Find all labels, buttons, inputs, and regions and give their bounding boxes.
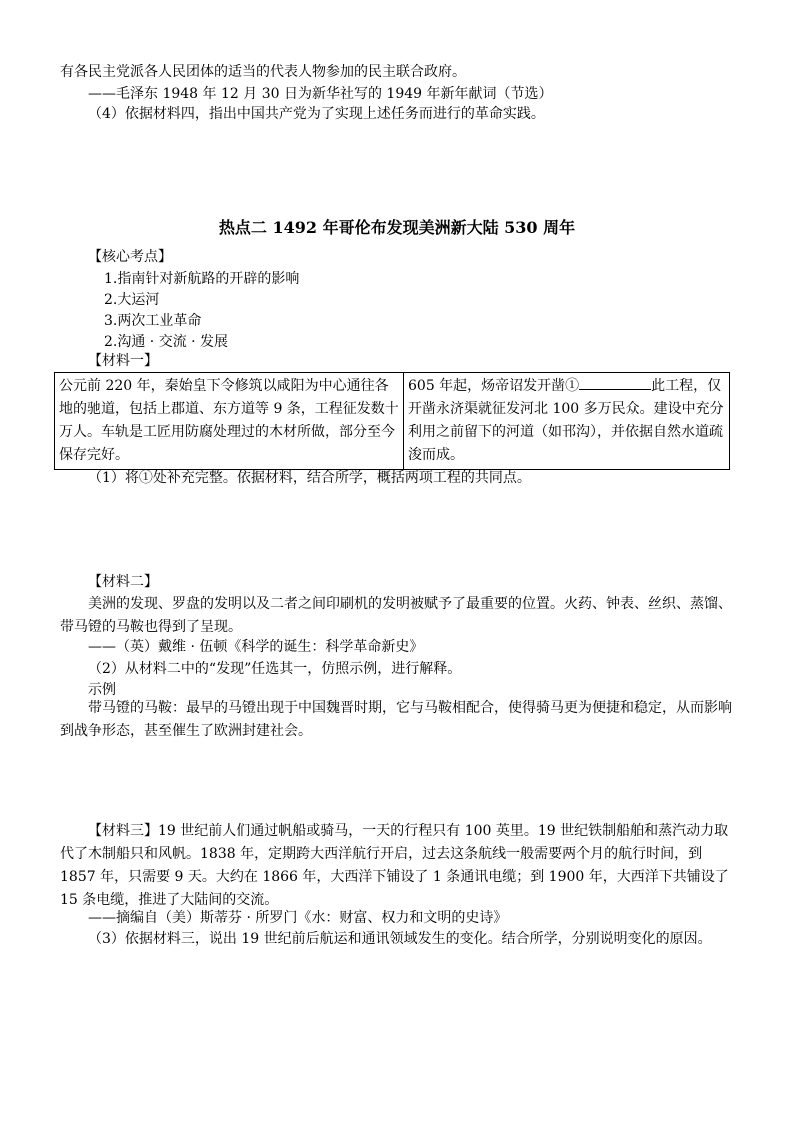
- material-1-heading: 【材料一】: [88, 353, 158, 369]
- core-item: 2.沟通 · 交流 · 发展: [104, 334, 229, 350]
- core-item: 1.指南针对新航路的开辟的影响: [104, 271, 300, 287]
- material-1-left-cell: 公元前 220 年，秦始皇下令修筑以咸阳为中心通往各地的驰道，包括上郡道、东方道等 9 条，工程征发数十万人。车轨是工匠用防腐处理过的木材所做，部分至今保存完好。: [55, 373, 404, 470]
- material-1-right-text-a: 605 年起，炀帝诏发开凿①: [408, 378, 580, 394]
- text-line: 有各民主党派各人民团体的适当的代表人物参加的民主联合政府。: [60, 64, 466, 80]
- material-2-text: 美洲的发现、罗盘的发明以及二者之间印刷机的发明被赋予了最重要的位置。火药、钟表、丝织、蒸馏、带马镫的马鞍也得到了呈现。: [60, 596, 732, 635]
- material-2-heading: 【材料二】: [88, 574, 158, 590]
- material-1-right-text-b: 此工程，仅开凿永济渠就征发河北 100 多万民众。建设中充分利用之前留下的河道（如邗沟），并依据自然水道疏浚而成。: [408, 378, 724, 463]
- question-4: （4）依据材料四，指出中国共产党为了实现上述任务而进行的革命实践。: [88, 106, 545, 122]
- example-label: 示例: [88, 682, 116, 698]
- example-text: 带马镫的马鞍：最早的马镫出现于中国魏晋时期，它与马鞍相配合，使得骑马更为便捷和稳定，从而影响到战争形态，甚至催生了欧洲封建社会。: [60, 700, 732, 739]
- material-1-right-cell: [404, 373, 730, 470]
- core-heading: 【核心考点】: [88, 249, 172, 265]
- question-1: （1）将①处补充完整。依据材料，结合所学，概括两项工程的共同点。: [88, 470, 531, 486]
- material-3-text: 【材料三】19 世纪前人们通过帆船或骑马，一天的行程只有 100 英里。19 世纪铁制船舶和蒸汽动力取代了木制船只和风帆。1838 年，定期跨大西洋航行开启，过去这条航线一般需要两个月的航行时间，到 1857 年，只需要 9 天。大约在 1866 年，大西洋下铺设了 1 条通讯电缆；到 1900 年，大西洋下共铺设了 15 条电缆，推进了大陆间的交流。: [60, 823, 729, 908]
- core-item: 3.两次工业革命: [104, 313, 202, 329]
- material-1-table: [54, 372, 730, 470]
- source-line: ——毛泽东 1948 年 12 月 30 日为新华社写的 1949 年新年献词（节选）: [88, 86, 553, 102]
- material-2-source: ——（英）戴维 · 伍顿《科学的诞生：科学革命新史》: [88, 639, 424, 655]
- question-2: （2）从材料二中的“发现”任选其一，仿照示例，进行解释。: [88, 661, 462, 677]
- fill-blank[interactable]: [579, 375, 651, 390]
- core-item: 2.大运河: [104, 292, 160, 308]
- section-title: 热点二 1492 年哥伦布发现美洲新大陆 530 周年: [218, 218, 576, 237]
- material-3-source: ——摘编自（美）斯蒂芬 · 所罗门《水：财富、权力和文明的史诗》: [88, 910, 508, 926]
- question-3: （3）依据材料三，说出 19 世纪前后航运和通讯领域发生的变化。结合所学，分别说明变化的原因。: [88, 931, 712, 947]
